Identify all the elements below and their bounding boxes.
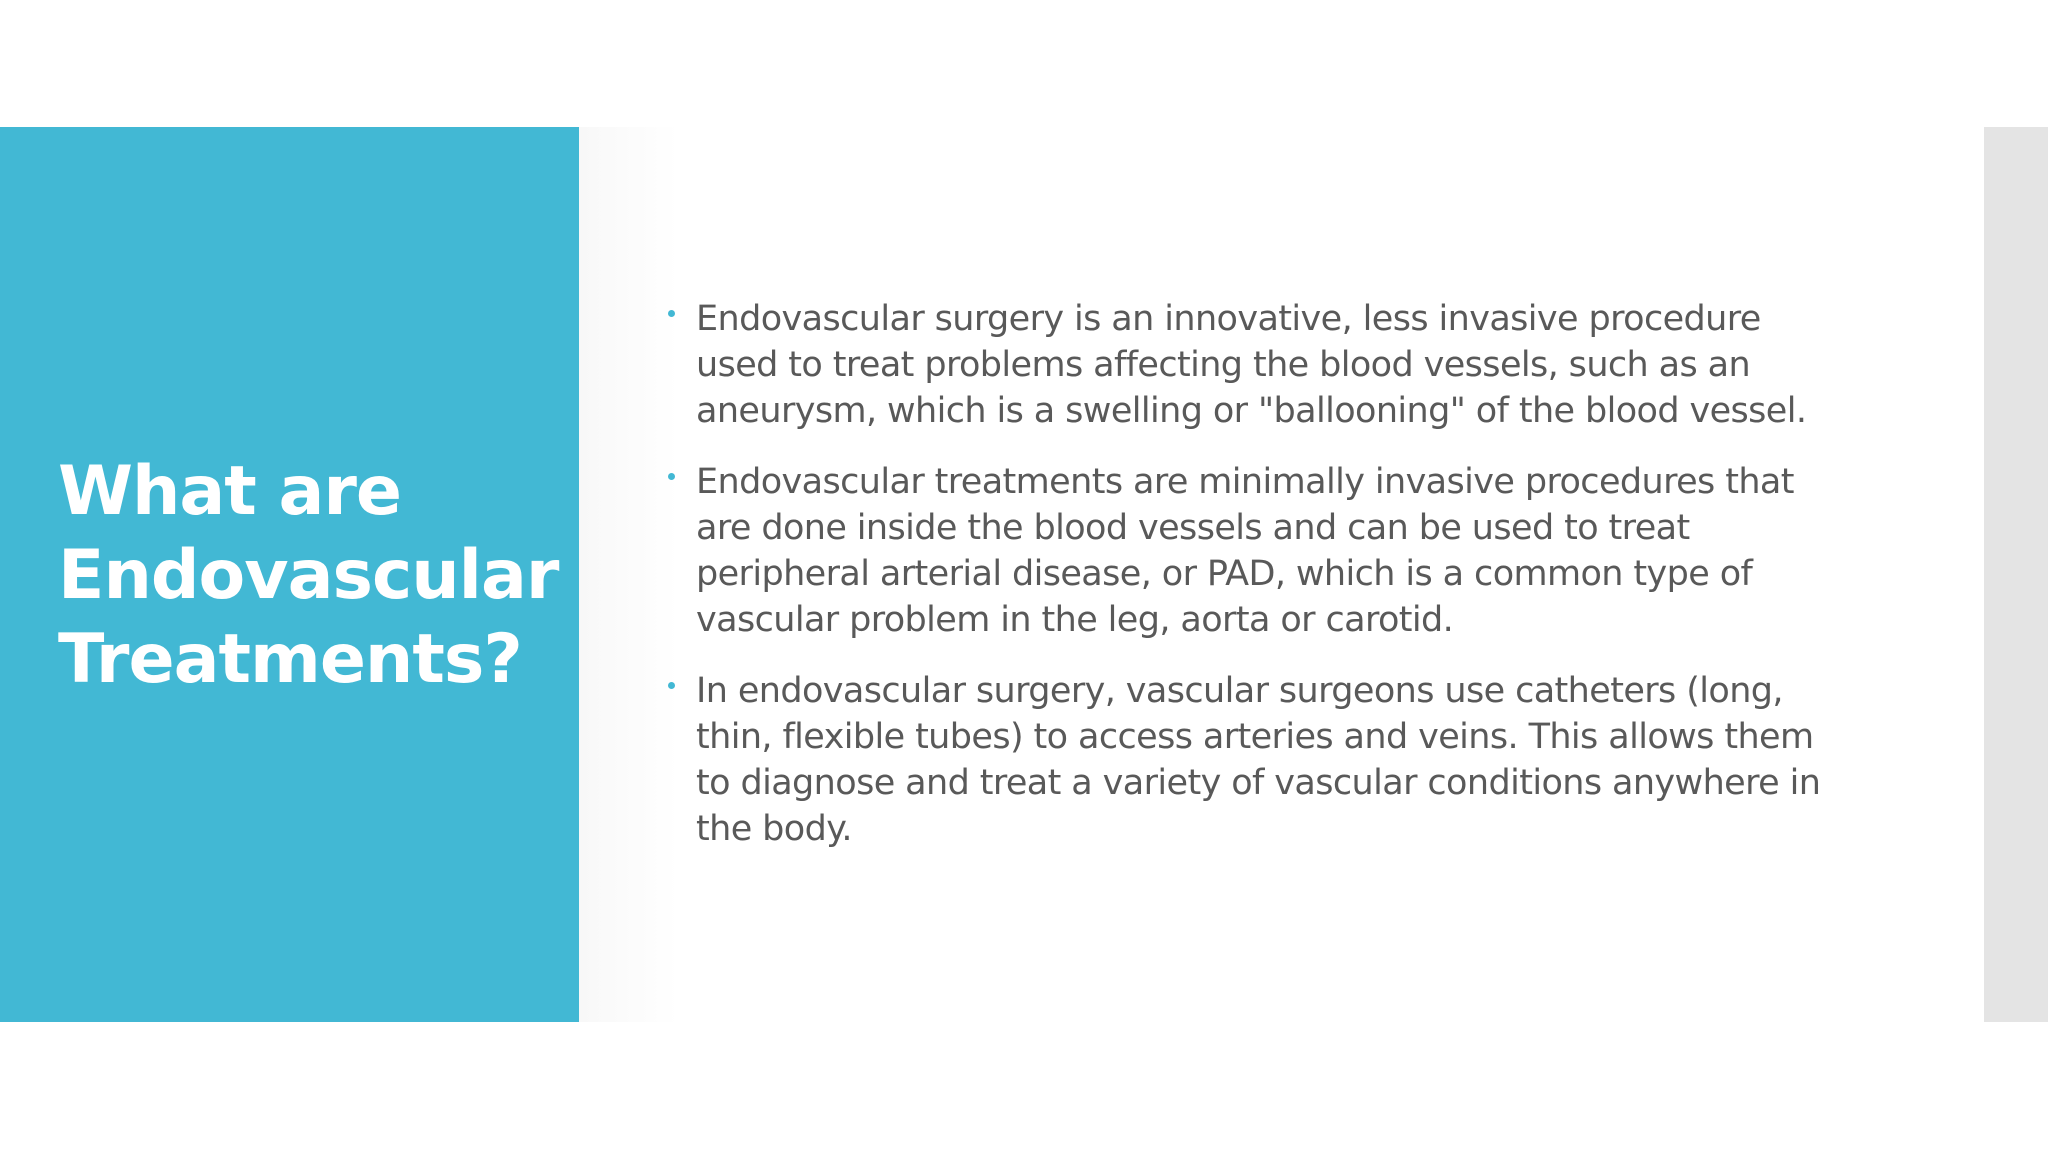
bullet-dot-icon — [668, 473, 675, 480]
slide-title-line: Treatments? — [58, 620, 522, 699]
bullet-item — [668, 459, 1868, 643]
slide-title-line: Endovascular — [58, 536, 559, 615]
bullet-text-line: to diagnose and treat a variety of vascular conditions anywhere in — [696, 763, 1821, 803]
bullet-dot-icon — [668, 682, 675, 689]
bullet-dot-icon — [668, 310, 675, 317]
bullet-text-line: vascular problem in the leg, aorta or carotid. — [696, 600, 1454, 640]
bullet-item — [668, 296, 1868, 434]
bullet-list — [668, 296, 1868, 877]
bullet-text-line: aneurysm, which is a swelling or "ballooning" of the blood vessel. — [696, 391, 1807, 431]
right-edge-strip — [1984, 127, 2048, 1022]
bullet-item — [668, 668, 1868, 852]
bullet-text-line: used to treat problems affecting the blood vessels, such as an — [696, 345, 1751, 385]
bullet-text-line: Endovascular treatments are minimally invasive procedures that — [696, 462, 1794, 502]
bullet-text-line: In endovascular surgery, vascular surgeons use catheters (long, — [696, 671, 1783, 711]
bullet-text-line: are done inside the blood vessels and can be used to treat — [696, 508, 1690, 548]
bullet-text-line: thin, flexible tubes) to access arteries and veins. This allows them — [696, 717, 1814, 757]
bullet-text-line: the body. — [696, 809, 852, 849]
slide-title-line: What are — [58, 452, 402, 531]
bullet-text-line: peripheral arterial disease, or PAD, which is a common type of — [696, 554, 1753, 594]
slide-title — [58, 450, 568, 702]
bullet-text-line: Endovascular surgery is an innovative, less invasive procedure — [696, 299, 1761, 339]
